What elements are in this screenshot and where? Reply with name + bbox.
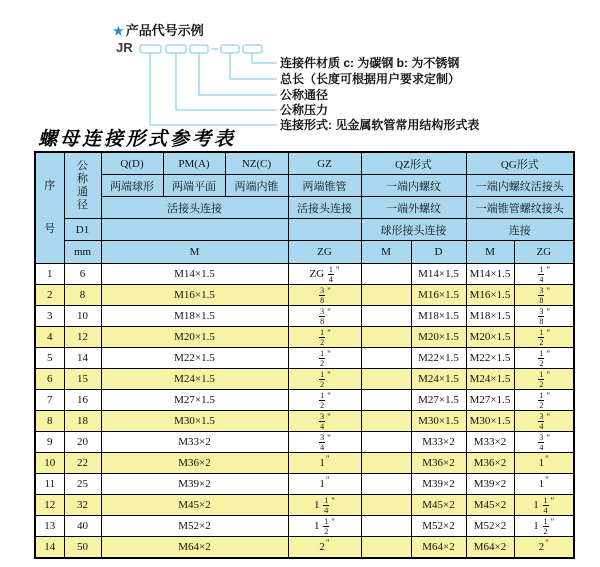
inch-mark: "	[550, 495, 555, 506]
cell-qg-zg	[514, 348, 574, 369]
cell-qz-m	[361, 537, 411, 559]
table-row	[35, 285, 574, 306]
leader-line-3	[199, 53, 277, 95]
fraction: $\frac{1}{2}$	[543, 516, 548, 536]
inch-mark: "	[327, 306, 331, 317]
fraction: $\frac{1}{4}$	[543, 495, 548, 515]
cell-qg-zg: 1 $\frac{1}{4}$ "	[514, 495, 574, 516]
zg-unit-label: ZG	[288, 241, 361, 264]
cell-qz-m	[361, 369, 411, 390]
fraction: $\frac{3}{4}$	[539, 432, 544, 452]
cell-qz-m	[361, 264, 411, 285]
fraction: $\frac{3}{8}$	[320, 306, 325, 326]
cell-qz-d: M24×1.5	[411, 369, 466, 390]
inch-mark: "	[546, 369, 551, 380]
cell-qz-m	[361, 327, 411, 348]
cell-serial: 11	[35, 474, 64, 495]
cell-qg-m: M27×1.5	[466, 390, 514, 411]
diagram-title-text: 产品代号示例	[125, 23, 204, 38]
cell-qz-m	[361, 411, 411, 432]
cell-m: M33×2	[101, 432, 288, 453]
inch-mark: "	[327, 327, 331, 338]
inch-mark: "	[546, 348, 551, 359]
product-code-diagram	[0, 0, 600, 132]
cell-gz	[288, 432, 361, 453]
cell-dn: 50	[64, 537, 101, 559]
cell-qz-d: M64×2	[411, 537, 466, 559]
mm-unit-label: mm	[64, 241, 101, 264]
cell-m: M52×2	[101, 516, 288, 537]
cell-qz-m	[361, 474, 411, 495]
cell-qg-m: M52×2	[466, 516, 514, 537]
cell-gz: 1 $\frac{1}{4}$ "	[288, 495, 361, 516]
cell-qz-d: M20×1.5	[411, 327, 466, 348]
cell-qg-m: M14×1.5	[466, 264, 514, 285]
cell-dn: 18	[64, 411, 101, 432]
inch-mark: "	[327, 285, 331, 296]
cell-qg-zg	[514, 327, 574, 348]
fraction: $\frac{1}{4}$	[539, 264, 544, 284]
code-box-4	[221, 45, 239, 53]
inch-mark: "	[331, 516, 335, 527]
table-row	[35, 516, 574, 537]
cell-m: M18×1.5	[101, 306, 288, 327]
table-body	[35, 264, 574, 559]
fraction: $\frac{1}{4}$	[328, 264, 333, 284]
qz-description-top: 一端内螺纹	[361, 175, 466, 197]
inch-mark: "	[327, 348, 331, 359]
qg-zg-label: ZG	[514, 241, 574, 264]
inch-mark: "	[546, 306, 551, 317]
cell-qg-m: M45×2	[466, 495, 514, 516]
table-row	[35, 474, 574, 495]
inch-mark: "	[325, 475, 330, 485]
cell-m: M22×1.5	[101, 348, 288, 369]
table-row	[35, 369, 574, 390]
pma-description: 两端平面	[163, 175, 225, 197]
cell-qg-zg	[514, 306, 574, 327]
table-title: 螺母连接形式参考表	[38, 128, 237, 150]
diagram-label-material: 连接件材质 c: 为碳钢 b: 为不锈钢	[280, 56, 460, 70]
col-header-gz: GZ	[288, 152, 361, 175]
cell-serial: 13	[35, 516, 64, 537]
qz-description-bottom: 一端外螺纹	[361, 197, 466, 219]
fraction: $\frac{3}{8}$	[539, 285, 544, 305]
cell-qg-zg	[514, 411, 574, 432]
cell-m: M16×1.5	[101, 285, 288, 306]
cell-serial: 3	[35, 306, 64, 327]
cell-qz-d: M14×1.5	[411, 264, 466, 285]
col-header-nominal-diameter: 公 称 通 径	[64, 152, 101, 219]
cell-dn: 8	[64, 285, 101, 306]
qg-description-bottom: 一端锥管螺纹接头	[466, 197, 574, 219]
col-header-nzc: NZ(C)	[225, 152, 288, 175]
product-code-prefix: JR	[116, 40, 133, 55]
table-row	[35, 327, 574, 348]
cell-m: M39×2	[101, 474, 288, 495]
cell-m: M20×1.5	[101, 327, 288, 348]
inch-mark: "	[331, 495, 335, 506]
cell-qz-d: M39×2	[411, 474, 466, 495]
cell-gz: 1 $\frac{1}{2}$ "	[288, 516, 361, 537]
fraction: $\frac{1}{2}$	[539, 369, 544, 389]
col-header-pma: PM(A)	[163, 152, 225, 175]
cell-qg-zg	[514, 264, 574, 285]
code-box-2	[166, 45, 186, 53]
cell-m: M64×2	[101, 537, 288, 559]
leader-line-4	[176, 53, 277, 110]
qg-description-top: 一端内螺纹活接头	[466, 175, 574, 197]
cell-m: M30×1.5	[101, 411, 288, 432]
cell-qg-m: M18×1.5	[466, 306, 514, 327]
cell-gz: 1"	[288, 474, 361, 495]
cell-serial: 2	[35, 285, 64, 306]
code-box-1	[140, 45, 161, 53]
inch-mark: "	[327, 432, 331, 443]
cell-serial: 6	[35, 369, 64, 390]
cell-dn: 14	[64, 348, 101, 369]
cell-dn: 15	[64, 369, 101, 390]
cell-qg-zg: 1"	[514, 474, 574, 495]
diagram-label-nominal-diameter: 公称通径	[280, 88, 329, 102]
header-row-3	[35, 197, 574, 219]
cell-dn: 6	[64, 264, 101, 285]
cell-serial: 7	[35, 390, 64, 411]
diagram-label-total-length: 总长（长度可根据用户要求定制）	[280, 72, 461, 86]
cell-serial: 5	[35, 348, 64, 369]
inch-mark: "	[546, 327, 551, 338]
inch-mark: "	[545, 538, 549, 548]
cell-serial: 12	[35, 495, 64, 516]
cell-m: M14×1.5	[101, 264, 288, 285]
cell-qg-zg: 1"	[514, 453, 574, 474]
inch-mark: "	[546, 264, 551, 275]
cell-qz-m	[361, 495, 411, 516]
cell-qz-d: M52×2	[411, 516, 466, 537]
cell-qz-m	[361, 516, 411, 537]
fraction: $\frac{3}{4}$	[320, 411, 325, 431]
col-header-qg-form: QG形式	[466, 152, 574, 175]
qz-d-label: D	[411, 241, 466, 264]
fraction: $\frac{1}{4}$	[324, 495, 329, 515]
cell-dn: 10	[64, 306, 101, 327]
cell-gz	[288, 306, 361, 327]
fraction: $\frac{1}{2}$	[539, 327, 544, 347]
cell-qz-m	[361, 285, 411, 306]
fraction: $\frac{3}{8}$	[539, 306, 544, 326]
cell-serial: 1	[35, 264, 64, 285]
inch-mark: "	[327, 390, 331, 401]
inch-mark: "	[327, 411, 331, 422]
table-row	[35, 264, 574, 285]
table-row	[35, 453, 574, 474]
nzc-description: 两端内锥	[225, 175, 288, 197]
diagram-label-connection-form: 连接形式: 见金属软管常用结构形式表	[280, 118, 480, 132]
header-row-5	[35, 241, 574, 264]
cell-dn: 20	[64, 432, 101, 453]
cell-qz-d: M16×1.5	[411, 285, 466, 306]
table-row	[35, 390, 574, 411]
cell-gz	[288, 411, 361, 432]
cell-qz-m	[361, 306, 411, 327]
fraction: $\frac{1}{2}$	[324, 516, 329, 536]
qg-connection-label: 连接	[466, 219, 574, 241]
cell-qz-m	[361, 432, 411, 453]
nut-connection-reference-table	[34, 151, 575, 559]
cell-serial: 8	[35, 411, 64, 432]
diagram-title	[113, 20, 204, 39]
fraction: $\frac{1}{2}$	[320, 348, 325, 368]
leader-line-1	[252, 53, 277, 63]
star-icon: ★	[113, 24, 124, 38]
cell-qg-m: M24×1.5	[466, 369, 514, 390]
qz-m-label: M	[361, 241, 411, 264]
cell-gz	[288, 327, 361, 348]
inch-mark: "	[546, 390, 551, 401]
cell-qg-zg: 1 $\frac{1}{2}$ "	[514, 516, 574, 537]
cell-gz: 2"	[288, 537, 361, 559]
qd-description: 两端球形	[101, 175, 163, 197]
inch-mark: "	[335, 264, 340, 275]
cell-dn: 25	[64, 474, 101, 495]
fraction: $\frac{1}{2}$	[539, 390, 544, 410]
cell-dn: 40	[64, 516, 101, 537]
qg-m-label: M	[466, 241, 514, 264]
code-box-5	[243, 45, 262, 53]
table-row	[35, 306, 574, 327]
cell-gz	[288, 369, 361, 390]
fraction: $\frac{3}{4}$	[539, 411, 544, 431]
leader-line-2	[230, 53, 277, 79]
cell-qg-m: M22×1.5	[466, 348, 514, 369]
inch-mark: "	[546, 411, 551, 422]
fraction: $\frac{1}{2}$	[320, 390, 325, 410]
cell-serial: 4	[35, 327, 64, 348]
cell-dn: 32	[64, 495, 101, 516]
cell-gz	[288, 390, 361, 411]
cell-qz-d: M45×2	[411, 495, 466, 516]
cell-qg-m: M20×1.5	[466, 327, 514, 348]
empty-cell	[101, 219, 288, 241]
cell-qz-m	[361, 390, 411, 411]
leader-line-5	[150, 53, 277, 125]
cell-m: M36×2	[101, 453, 288, 474]
d1-label: D1	[64, 219, 101, 241]
inch-mark: "	[545, 475, 549, 485]
cell-qg-zg	[514, 285, 574, 306]
cell-qg-m: M30×1.5	[466, 411, 514, 432]
col-header-qd: Q(D)	[101, 152, 163, 175]
cell-qg-zg	[514, 432, 574, 453]
fraction: $\frac{1}{2}$	[320, 369, 325, 389]
fraction: $\frac{1}{2}$	[320, 327, 325, 347]
cell-gz: ZG $\frac{1}{4}$ "	[288, 264, 361, 285]
fraction: $\frac{3}{4}$	[320, 432, 325, 452]
cell-qg-m: M33×2	[466, 432, 514, 453]
inch-mark: "	[546, 432, 551, 443]
cell-qg-m: M36×2	[466, 453, 514, 474]
cell-gz	[288, 348, 361, 369]
inch-mark: "	[327, 369, 331, 380]
inch-mark: "	[546, 285, 551, 296]
table-row	[35, 537, 574, 559]
cell-serial: 14	[35, 537, 64, 559]
cell-m: M27×1.5	[101, 390, 288, 411]
qz-connection-label: 球形接头连接	[361, 219, 466, 241]
cell-qg-m: M64×2	[466, 537, 514, 559]
union-connection-label: 活接头连接	[101, 197, 288, 219]
cell-m: M24×1.5	[101, 369, 288, 390]
cell-qg-zg	[514, 390, 574, 411]
cell-dn: 12	[64, 327, 101, 348]
table-row	[35, 495, 574, 516]
cell-serial: 10	[35, 453, 64, 474]
col-header-qz-form: QZ形式	[361, 152, 466, 175]
cell-gz	[288, 285, 361, 306]
inch-mark: "	[545, 454, 549, 464]
inch-mark: "	[325, 538, 330, 548]
gz-description: 两端锥管	[288, 175, 361, 197]
header-row-4	[35, 219, 574, 241]
cell-qg-zg	[514, 369, 574, 390]
cell-qz-m	[361, 348, 411, 369]
fraction: $\frac{3}{8}$	[320, 285, 325, 305]
cell-qg-zg: 2"	[514, 537, 574, 559]
header-row-1	[35, 152, 574, 175]
empty-cell	[288, 219, 361, 241]
table-row	[35, 411, 574, 432]
cell-qz-d: M36×2	[411, 453, 466, 474]
cell-qz-d: M18×1.5	[411, 306, 466, 327]
code-box-3	[190, 45, 208, 53]
inch-mark: "	[550, 516, 555, 527]
cell-qg-m: M39×2	[466, 474, 514, 495]
diagram-label-nominal-pressure: 公称压力	[280, 103, 329, 117]
cell-qz-d: M22×1.5	[411, 348, 466, 369]
gz-connection-label: 活接头连接	[288, 197, 361, 219]
cell-qz-d: M33×2	[411, 432, 466, 453]
cell-dn: 16	[64, 390, 101, 411]
fraction: $\frac{1}{2}$	[539, 348, 544, 368]
cell-dn: 22	[64, 453, 101, 474]
header-row-2	[35, 175, 574, 197]
cell-serial: 9	[35, 432, 64, 453]
cell-m: M45×2	[101, 495, 288, 516]
cell-qz-m	[361, 453, 411, 474]
table-row	[35, 348, 574, 369]
cell-qz-d: M30×1.5	[411, 411, 466, 432]
cell-gz: 1"	[288, 453, 361, 474]
m-unit-label: M	[101, 241, 288, 264]
table-row	[35, 432, 574, 453]
inch-mark: "	[325, 454, 330, 464]
cell-qz-d: M27×1.5	[411, 390, 466, 411]
cell-qg-m: M16×1.5	[466, 285, 514, 306]
col-header-serial: 序 号	[35, 152, 64, 264]
